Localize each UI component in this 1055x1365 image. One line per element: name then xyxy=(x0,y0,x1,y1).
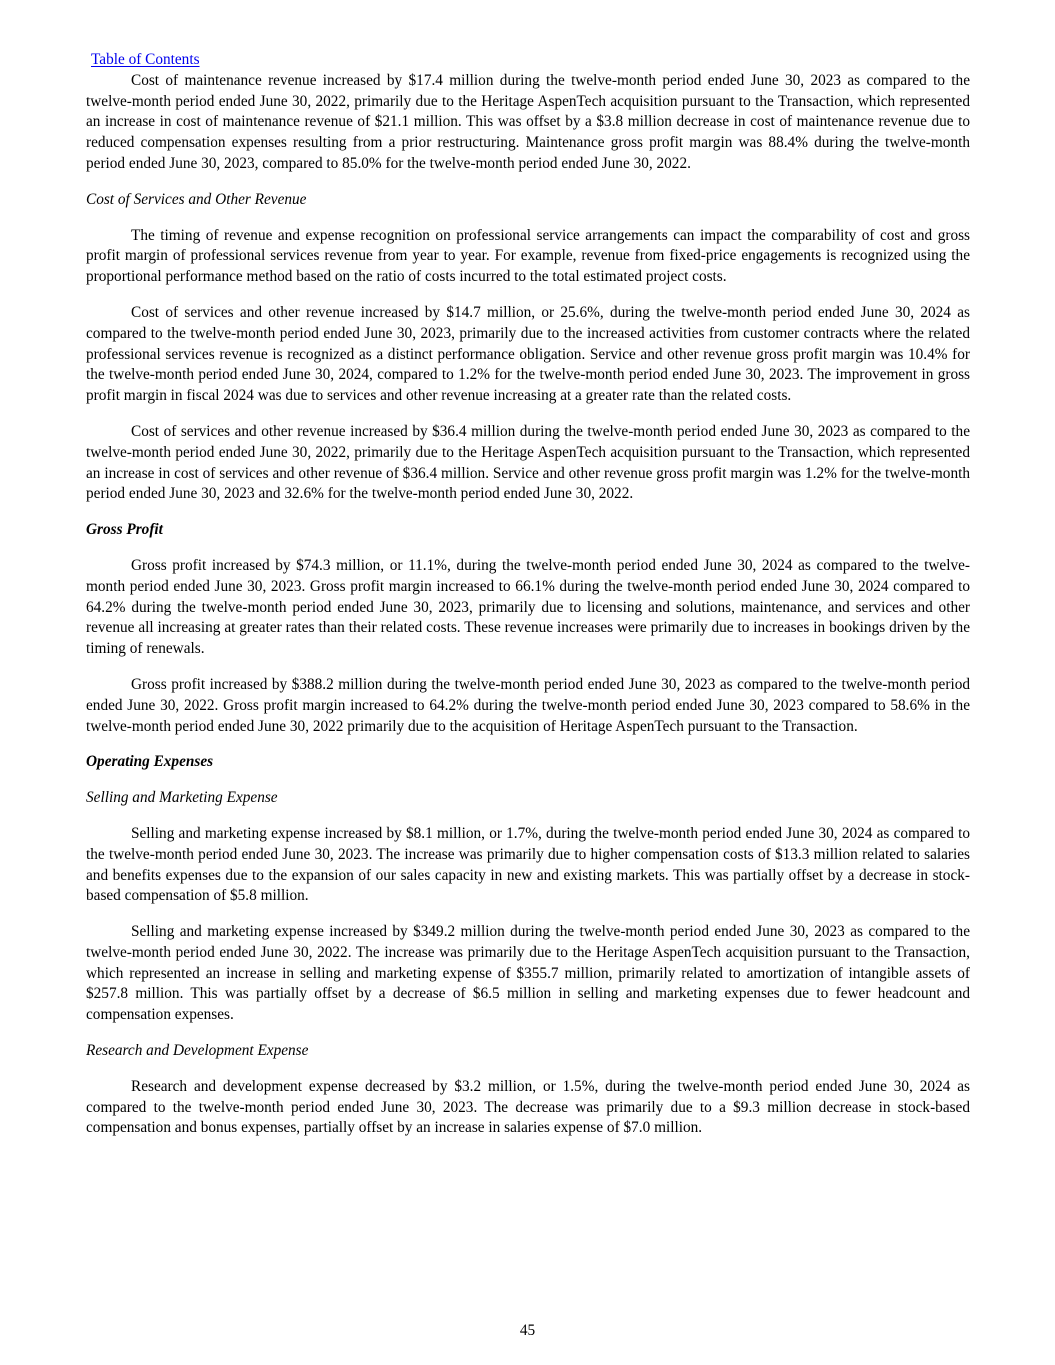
cost-of-services-heading: Cost of Services and Other Revenue xyxy=(86,190,307,208)
selling-marketing-heading: Selling and Marketing Expense xyxy=(86,789,278,807)
services-paragraph-2: Cost of services and other revenue increased by $14.7 million, or 25.6%, during the twelve-month period ended June 30, 2024 as compared to the twelve-month period ended June 30, 2023, primarily due to the increased activities from customer contracts where the related professional services revenue is recognized as a distinct performance obligation. Service and other revenue gross profit margin was 10.4% for the twelve-month period ended June 30, 2024, compared to 1.2% for the twelve-month period ended June 30, 2023. The improvement in gross profit margin in fiscal 2024 was due to services and other revenue increasing at a greater rate than the related costs. xyxy=(86,303,970,405)
gross-profit-heading: Gross Profit xyxy=(86,521,163,539)
maintenance-cost-paragraph: Cost of maintenance revenue increased by $17.4 million during the twelve-month period ended June 30, 2023 as compared to the twelve-month period ended June 30, 2022, primarily due to the Heritage AspenTech acquisition pursuant to the Transaction, which represented an increase in cost of maintenance revenue of $21.1 million. This was offset by a $3.8 million decrease in cost of maintenance revenue due to reduced compensation expenses resulting from a prior restructuring. Maintenance gross profit margin was 88.4% during the twelve-month period ended June 30, 2023, compared to 85.0% for the twelve-month period ended June 30, 2022. xyxy=(86,71,970,172)
services-paragraph-3: Cost of services and other revenue increased by $36.4 million during the twelve-month period ended June 30, 2023 as compared to the twelve-month period ended June 30, 2022, primarily due to the Heritage AspenTech acquisition pursuant to the Transaction, which represented an increase in cost of services and other revenue of $36.4 million. Service and other revenue gross profit margin was 1.2% for the twelve-month period ended June 30, 2023 and 32.6% for the twelve-month period ended June 30, 2022. xyxy=(86,422,970,503)
research-development-heading: Research and Development Expense xyxy=(86,1042,309,1060)
gross-profit-paragraph-1: Gross profit increased by $74.3 million, or 11.1%, during the twelve-month period ended June 30, 2024 as compared to the twelve-month period ended June 30, 2023. Gross profit margin increased to 66.1% during the twelve-month period ended June 30, 2024 compared to 64.2% during the twelve-month period ended June 30, 2023, primarily due to licensing and solutions, maintenance, and services and other revenue all increasing at greater rates than their related costs. These revenue increases were primarily due to increases in bookings driven by the timing of renewals. xyxy=(86,556,970,658)
selling-marketing-paragraph-1: Selling and marketing expense increased by $8.1 million, or 1.7%, during the twelve-month period ended June 30, 2024 as compared to the twelve-month period ended June 30, 2023. The increase was primarily due to higher compensation costs of $13.3 million related to salaries and benefits expenses due to the expansion of our sales capacity in new and existing markets. This was partially offset by a decrease in stock-based compensation of $5.8 million. xyxy=(86,824,970,905)
research-development-paragraph-1: Research and development expense decreased by $3.2 million, or 1.5%, during the twelve-month period ended June 30, 2024 as compared to the twelve-month period ended June 30, 2023. The decrease was primarily due to a $9.3 million decrease in stock-based compensation and bonus expenses, partially offset by an increase in salaries expense of $7.0 million. xyxy=(86,1077,970,1137)
page-number: 45 xyxy=(519,1322,536,1339)
table-of-contents-link[interactable]: Table of Contents xyxy=(91,51,200,68)
selling-marketing-paragraph-2: Selling and marketing expense increased by $349.2 million during the twelve-month period ended June 30, 2023 as compared to the twelve-month period ended June 30, 2022. The increase was primarily due to the Heritage AspenTech acquisition pursuant to the Transaction, which represented an increase in selling and marketing expense of $355.7 million, primarily related to amortization of intangible assets of $257.8 million. This was partially offset by a decrease of $6.5 million in selling and marketing expenses due to fewer headcount and compensation expenses. xyxy=(86,923,970,1024)
operating-expenses-heading: Operating Expenses xyxy=(86,753,214,771)
services-paragraph-1: The timing of revenue and expense recognition on professional service arrangements can impact the comparability of cost and gross profit margin of professional services revenue from year to year. For example, revenue from fixed-price engagements is recognized using the proportional performance method based on the ratio of costs incurred to the total estimated project costs. xyxy=(86,226,970,286)
gross-profit-paragraph-2: Gross profit increased by $388.2 million during the twelve-month period ended June 30, 2023 as compared to the twelve-month period ended June 30, 2022. Gross profit margin increased to 64.2% during the twelve-month period ended June 30, 2023 compared to 58.6% in the twelve-month period ended June 30, 2022 primarily due to the acquisition of Heritage AspenTech pursuant to the Transaction. xyxy=(86,675,970,735)
document-page xyxy=(86,50,970,1154)
